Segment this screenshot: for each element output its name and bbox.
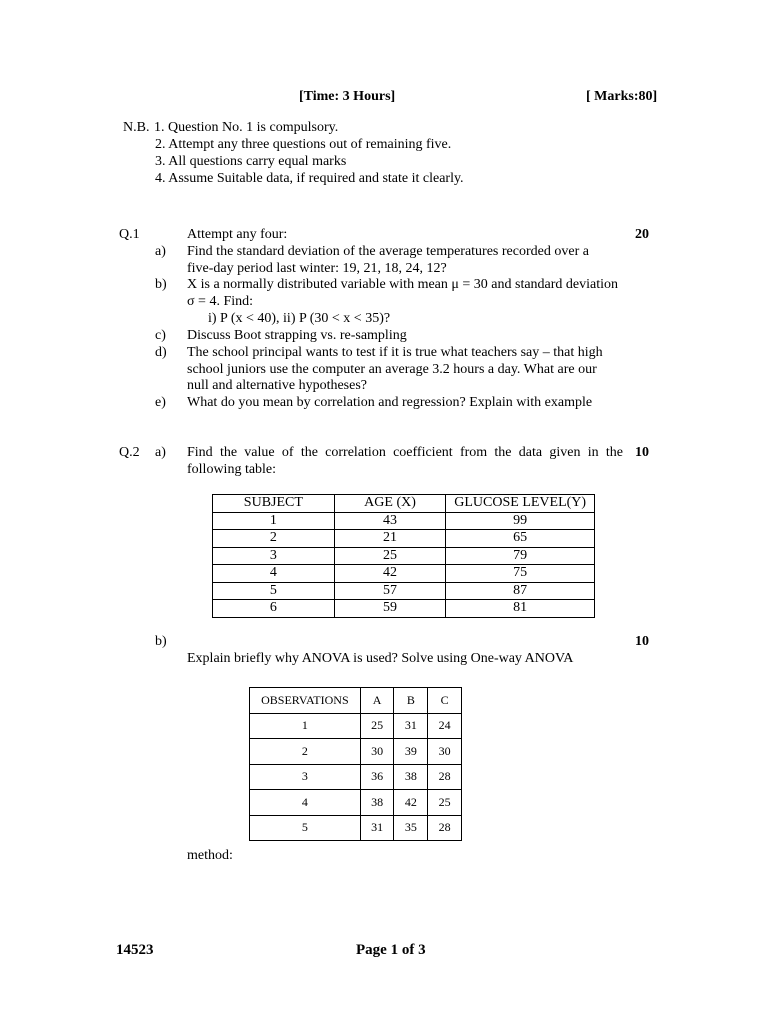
part-label: a) bbox=[155, 445, 166, 460]
part-text: Find the value of the correlation coefficient from the data given in the bbox=[187, 445, 623, 460]
column-header: B bbox=[394, 688, 428, 714]
column-header: OBSERVATIONS bbox=[250, 688, 361, 714]
table-cell: 42 bbox=[334, 565, 446, 583]
question-number: Q.2 bbox=[119, 445, 140, 460]
table-cell: 28 bbox=[428, 815, 462, 841]
table-cell: 4 bbox=[213, 565, 335, 583]
table-row bbox=[213, 547, 595, 565]
question-number: Q.1 bbox=[119, 227, 140, 242]
instruction-item: 4. Assume Suitable data, if required and state it clearly. bbox=[155, 171, 464, 186]
table-row bbox=[213, 530, 595, 548]
table-cell: 38 bbox=[394, 764, 428, 790]
table-row bbox=[250, 764, 462, 790]
table-cell: 42 bbox=[394, 790, 428, 816]
exam-duration: [Time: 3 Hours] bbox=[299, 89, 396, 104]
table-cell: 43 bbox=[334, 512, 446, 530]
table-cell: 25 bbox=[428, 790, 462, 816]
table-cell: 81 bbox=[446, 600, 595, 618]
table-cell: 79 bbox=[446, 547, 595, 565]
part-text: Discuss Boot strapping vs. re-sampling bbox=[187, 328, 407, 343]
table-cell: 30 bbox=[428, 739, 462, 765]
part-text: X is a normally distributed variable with mean μ = 30 and standard deviation bbox=[187, 277, 619, 292]
table-row bbox=[213, 582, 595, 600]
table-cell: 65 bbox=[446, 530, 595, 548]
part-text: The school principal wants to test if it is true what teachers say – that high bbox=[187, 345, 603, 360]
table-cell: 36 bbox=[360, 764, 394, 790]
table-row bbox=[250, 713, 462, 739]
part-text: Explain briefly why ANOVA is used? Solve using One-way ANOVA bbox=[187, 651, 574, 666]
paper-code: 14523 bbox=[116, 942, 154, 958]
table-cell: 24 bbox=[428, 713, 462, 739]
part-text: Find the standard deviation of the average temperatures recorded over a bbox=[187, 244, 589, 259]
table-cell: 75 bbox=[446, 565, 595, 583]
instruction-item: 1. Question No. 1 is compulsory. bbox=[154, 120, 339, 135]
column-header: SUBJECT bbox=[213, 495, 335, 513]
table-cell: 2 bbox=[213, 530, 335, 548]
table-header-row bbox=[250, 688, 462, 714]
table-row bbox=[250, 739, 462, 765]
part-label: b) bbox=[155, 634, 167, 649]
column-header: C bbox=[428, 688, 462, 714]
table-cell: 25 bbox=[360, 713, 394, 739]
table-cell: 1 bbox=[250, 713, 361, 739]
part-text: null and alternative hypotheses? bbox=[187, 378, 367, 393]
page-number: Page 1 of 3 bbox=[356, 942, 426, 958]
instructions-prefix: N.B. bbox=[123, 120, 150, 135]
part-text: method: bbox=[187, 848, 233, 863]
question-marks: 20 bbox=[635, 227, 649, 242]
table-row bbox=[250, 815, 462, 841]
part-label: d) bbox=[155, 345, 167, 360]
instruction-item: 3. All questions carry equal marks bbox=[155, 154, 347, 169]
table-row bbox=[213, 600, 595, 618]
table-cell: 87 bbox=[446, 582, 595, 600]
part-label: c) bbox=[155, 328, 166, 343]
table-cell: 3 bbox=[213, 547, 335, 565]
table-cell: 1 bbox=[213, 512, 335, 530]
part-text: school juniors use the computer an average 3.2 hours a day. What are our bbox=[187, 362, 597, 377]
part-text: following table: bbox=[187, 462, 277, 477]
table-row bbox=[213, 512, 595, 530]
table-cell: 4 bbox=[250, 790, 361, 816]
table-cell: 6 bbox=[213, 600, 335, 618]
table-row bbox=[250, 790, 462, 816]
table-cell: 39 bbox=[394, 739, 428, 765]
table-row bbox=[213, 565, 595, 583]
anova-table bbox=[249, 687, 462, 841]
table-cell: 57 bbox=[334, 582, 446, 600]
table-cell: 35 bbox=[394, 815, 428, 841]
table-header-row bbox=[213, 495, 595, 513]
table-cell: 99 bbox=[446, 512, 595, 530]
table-cell: 2 bbox=[250, 739, 361, 765]
table-cell: 21 bbox=[334, 530, 446, 548]
table-cell: 5 bbox=[213, 582, 335, 600]
table-cell: 31 bbox=[394, 713, 428, 739]
question-marks: 10 bbox=[635, 445, 649, 460]
question-marks: 10 bbox=[635, 634, 649, 649]
instruction-item: 2. Attempt any three questions out of remaining five. bbox=[155, 137, 452, 152]
column-header: GLUCOSE LEVEL(Y) bbox=[446, 495, 595, 513]
table-cell: 28 bbox=[428, 764, 462, 790]
exam-total-marks: [ Marks:80] bbox=[586, 89, 658, 104]
part-label: e) bbox=[155, 395, 166, 410]
table-cell: 31 bbox=[360, 815, 394, 841]
part-text: What do you mean by correlation and regression? Explain with example bbox=[187, 395, 593, 410]
table-cell: 38 bbox=[360, 790, 394, 816]
correlation-table bbox=[212, 494, 595, 618]
part-text: σ = 4. Find: bbox=[187, 294, 254, 309]
column-header: AGE (X) bbox=[334, 495, 446, 513]
table-cell: 25 bbox=[334, 547, 446, 565]
column-header: A bbox=[360, 688, 394, 714]
table-cell: 30 bbox=[360, 739, 394, 765]
part-label: b) bbox=[155, 277, 167, 292]
table-cell: 3 bbox=[250, 764, 361, 790]
part-label: a) bbox=[155, 244, 166, 259]
table-cell: 59 bbox=[334, 600, 446, 618]
question-intro: Attempt any four: bbox=[187, 227, 288, 242]
table-cell: 5 bbox=[250, 815, 361, 841]
part-text: i) P (x < 40), ii) P (30 < x < 35)? bbox=[208, 311, 391, 326]
part-text: five-day period last winter: 19, 21, 18, 24, 12? bbox=[187, 261, 447, 276]
